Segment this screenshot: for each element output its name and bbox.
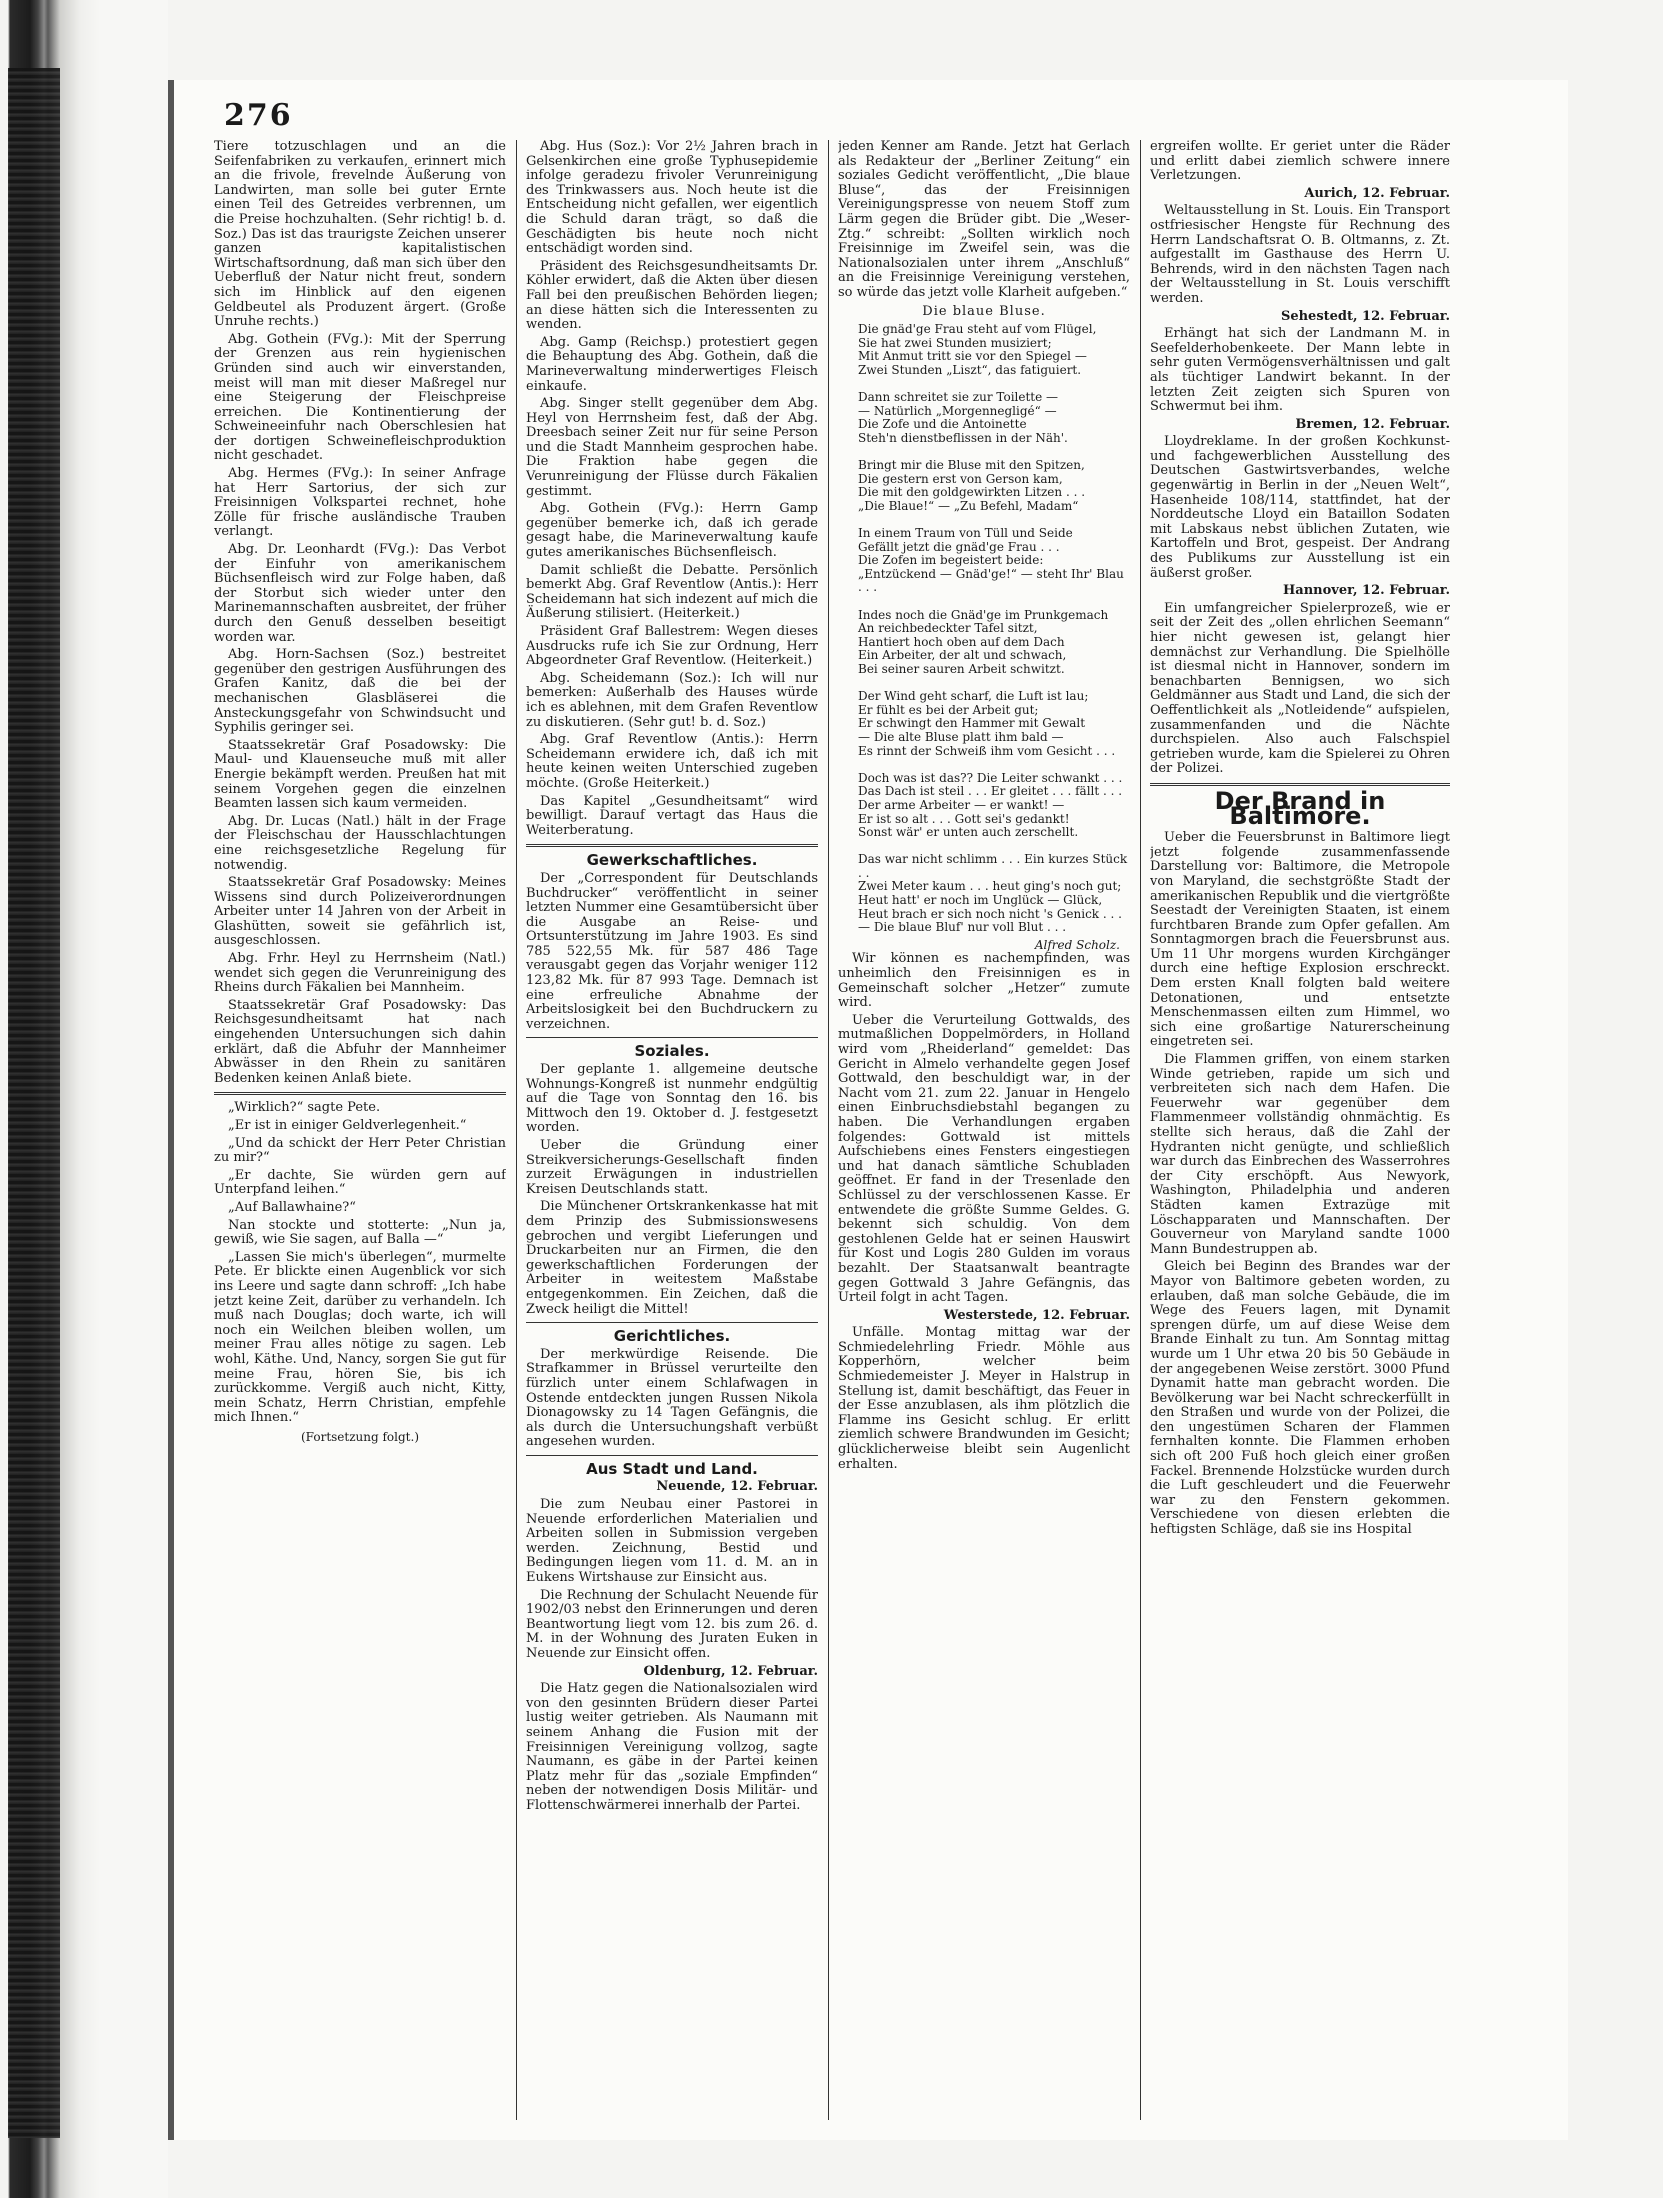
article-paragraph: Abg. Gothein (FVg.): Herrn Gamp gegenüber bemerke ich, daß ich gerade gesagt habe, die Marineverwaltung kaufe gutes amerikanisches Büchsenfleisch. (526, 501, 818, 561)
column-1 (214, 140, 506, 2120)
continued-note: (Fortsetzung folgt.) (301, 1429, 419, 1444)
story-paragraph: „Lassen Sie mich's überlegen“, murmelte Pete. Er blickte einen Augenblick vor sich ins Leere und sagte dann schroff: „Ich habe jetzt keine Zeit, darüber zu verhandeln. Ich muß nach Douglas; doch warte, ich will noch ein Weilchen bleiben wollen, um meiner Frau alles nötige zu sagen. Leb wohl, Käthe. Und, Nancy, sorgen Sie gut für meine Frau, hören Sie, bis ich zurückkomme. Vergiß auch nicht, Kitty, mein Schatz, Herrn Christian, empfehle mich Ihnen.“ (214, 1249, 506, 1426)
section-divider (1150, 783, 1450, 786)
article-paragraph: Staatssekretär Graf Posadowsky: Die Maul- und Klauenseuche muß mit aller Energie bekämpft werden. Preußen hat mit seinem Vorgehen gegen die einzelnen Beamten lassen sich kaum vermeiden. (214, 737, 506, 812)
article-paragraph: Abg. Singer stellt gegenüber dem Abg. Heyl von Herrnsheim fest, daß der Abg. Dreesbach seiner Zeit nur für seine Person und die Stadt Mannheim gesprochen habe. Die Fraktion habe gegen die Verunreinigung der Flüsse durch Fäkalien gestimmt. (526, 396, 818, 499)
article-paragraph: Der geplante 1. allgemeine deutsche Wohnungs-Kongreß ist nunmehr endgültig auf die Tage von Sonntag den 16. bis Mittwoch den 19. Oktober d. J. festgesetzt worden. (526, 1062, 818, 1136)
dateline: Neuende, 12. Februar. (656, 1479, 818, 1495)
article-paragraph: jeden Kenner am Rande. Jetzt hat Gerlach als Redakteur der „Berliner Zeitung“ ein soziales Gedicht veröffentlicht, „Die blaue Bluse“, das der Freisinnigen Vereinigungspresse von neuem Stoff zum Lärm gegen die Brüder gibt. Die „Weser-Ztg.“ schreibt: „Sollten wirklich noch Freisinnige im Zweifel sein, was die Nationalsozialen unter ihrem „Anschluß“ an die Freisinnige Vereinigung verstehen, so würde das jetzt volle Klarheit aufgeben.“ (838, 140, 1130, 300)
article-paragraph: Die Hatz gegen die Nationalsozialen wird von den gesinnten Brüdern dieser Partei lustig weiter getrieben. Als Naumann mit seinem Anhang die Fusion mit der Freisinnigen Vereinigung vollzog, sagte Naumann, es gäbe in der Partei keinen Platz mehr für das „soziale Empfinden“ neben der notwendigen Dosis Militär- und Flottenschwärmerei innerhalb der Partei. (526, 1681, 818, 1813)
article-paragraph: Präsident des Reichsgesundheitsamts Dr. Köhler erwidert, daß die Akten über diesen Fall bei den preußischen Behörden liegen; an diese hätten sich die Interessenten zu wenden. (526, 258, 818, 333)
article-paragraph: Die Flammen griffen, von einem starken Winde getrieben, rapide um sich und verbreiteten sich nach dem Hafen. Die Feuerwehr war gegenüber dem Flammenmeer vollständig ohnmächtig. Es stellte sich heraus, daß die Zahl der Hydranten nicht genügte, und schließlich war durch das Einbrechen des Wasserrohres der City erschöpft. Aus Newyork, Washington, Philadelphia und anderen Städten kamen Extrazüge mit Löschapparaten und Mannschaften. Der Gouverneur von Maryland sandte 1000 Mann Bundestruppen ab. (1150, 1052, 1450, 1257)
article-paragraph: Gleich bei Beginn des Brandes war der Mayor von Baltimore gebeten worden, zu erlauben, daß man solche Gebäude, die im Wege des Feuers lagen, mit Dynamit sprengen dürfe, um auf diese Weise dem Brande Einhalt zu tun. Am Sonntag mittag wurde um 1 Uhr etwa 20 bis 50 Gebäude in der angegebenen Weise zerstört. 3000 Pfund Dynamit hatte man gebracht worden. Die Bevölkerung war bei Nacht schreckerfüllt in den Straßen und wurde von der Polizei, die den ungestümen Scharen der Flammen fernhalten konnte. Die Flammen erhoben sich oft 200 Fuß hoch gleich einer großen Fackel. Brennende Holzstücke wurden durch die Luft geschleudert und die Feuerwehr war zu den Fenstern gekommen. Verschiedene von diesen erlebten die heftigsten Schläge, daß sie ins Hospital (1150, 1259, 1450, 1538)
article-paragraph: Damit schließt die Debatte. Persönlich bemerkt Abg. Graf Reventlow (Antis.): Herr Scheidemann hat sich indezent auf mich die Äußerung stilisiert. (Heiterkeit.) (526, 562, 818, 622)
dateline: Sehestedt, 12. Februar. (1280, 308, 1450, 324)
dateline: Aurich, 12. Februar. (1304, 185, 1450, 201)
dateline: Bremen, 12. Februar. (1295, 416, 1450, 432)
article-paragraph: Abg. Hermes (FVg.): In seiner Anfrage hat Herr Sartorius, der sich zur Freisinnigen Volkspartei rechnet, hohe Zölle für frische ausländische Trauben verlangt. (214, 466, 506, 540)
article-paragraph: Der „Correspondent für Deutschlands Buchdrucker“ veröffentlicht in seiner letzten Nummer eine Gesamtübersicht über die Ausgabe an Reise- und Ortsunterstützung im Jahre 1903. Es sind 785 522,55 Mk. für 587 486 Tage verausgabt gegen das Vorjahr weniger 112 123,82 Mk. für 87 993 Tage. Demnach ist eine erfreuliche Abnahme der Arbeitslosigkeit bei den Buchdruckern zu verzeichnen. (526, 870, 818, 1032)
article-paragraph: Abg. Frhr. Heyl zu Herrnsheim (Natl.) wendet sich gegen die Verunreinigung des Rheins durch Fäkalien bei Mannheim. (214, 951, 506, 996)
article-paragraph: Lloydreklame. In der großen Kochkunst- und fachgewerblichen Ausstellung des Deutschen Gastwirtsverbandes, welche gegenwärtig in Berlin in der „Neuen Welt“, Hasenheide 108/114, stattfindet, hat der Norddeutsche Lloyd ein Bataillon Sodaten mit Labskaus nebst üblichen Zutaten, wie Kartoffeln und Brot, gespeist. Der Andrang des Publikums zur Ausstellung ist ein äußerst großer. (1150, 434, 1450, 581)
story-paragraph: „Er dachte, Sie würden gern auf Unterpfand leihen.“ (214, 1167, 506, 1198)
story-paragraph: Nan stockte und stotterte: „Nun ja, gewiß, wie Sie sagen, auf Balla —“ (214, 1217, 506, 1248)
column-3 (838, 140, 1130, 2120)
column-4 (1150, 140, 1450, 2120)
article-paragraph: Abg. Hus (Soz.): Vor 2½ Jahren brach in Gelsenkirchen eine große Typhusepidemie infolge geradezu frivoler Verunreinigung des Trinkwassers aus. Noch heute ist die Entscheidung nicht gefallen, wer eigentlich die Schuld daran trägt, so daß die Geschädigten bis heute noch nicht entschädigt worden sind. (526, 140, 818, 257)
section-divider (526, 1322, 818, 1323)
article-paragraph: Das Kapitel „Gesundheitsamt“ wird bewilligt. Darauf vertagt das Haus die Weiterberatung. (526, 793, 818, 838)
section-divider (526, 1037, 818, 1038)
poem-title: Die blaue Bluse. (922, 303, 1046, 319)
story-paragraph: „Er ist in einiger Geldverlegenheit.“ (228, 1118, 467, 1133)
poem-text: Die gnäd'ge Frau steht auf vom Flügel, Sie hat zwei Stunden musiziert; Mit Anmut tritt sie vor den Spiegel — Zwei Stunden „Liszt“, das fatiguiert. Dann schreitet sie zur Toilette — — Natürlich „Morgennegligé“ — Die Zofe und die Antoinette Steh'n dienstbeflissen in der Näh'. Bringt mir die Bluse mit den Spitzen, Die gestern erst von Gerson kam, Die mit den goldgewirkten Litzen . . . „Die Blaue!“ — „Zu Befehl, Madam“ In einem Traum von Tüll und Seide Gefällt jetzt die gnäd'ge Frau . . . Die Zofen im begeistert beide: „Entzückend — Gnäd'ge!“ — steht Ihr' Blau . . . Indes noch die Gnäd'ge im Prunkgemach An reichbedeckter Tafel sitzt, Hantiert hoch oben auf dem Dach Ein Arbeiter, der alt und schwach, Bei seiner sauren Arbeit schwitzt. Der Wind geht scharf, die Luft ist lau; Er fühlt es bei der Arbeit gut; Er schwingt den Hammer mit Gewalt — Die alte Bluse platt ihm bald — Es rinnt der Schweiß ihm vom Gesicht . . . Doch was ist das?? Die Leiter schwankt . . . Das Dach ist steil . . . Er gleitet . . . fällt . . . Der arme Arbeiter — er wankt! — Er ist so alt . . . Gott sei's gedankt! Sonst wär' er unten auch zerschellt. Das war nicht schlimm . . . Ein kurzes Stück . . Zwei Meter kaum . . . heut ging's noch gut; Heut hatt' er noch im Unglück — Glück, Heut brach er sich noch nicht 's Genick . . . — Die blaue Bluf' nur voll Blut . . . (858, 322, 1128, 935)
section-divider (214, 1092, 506, 1095)
page-stack-edge (8, 68, 60, 2138)
headline-baltimore: Der Brand in Baltimore. (1214, 786, 1386, 830)
article-paragraph: Ueber die Gründung einer Streikversicherungs-Gesellschaft finden zurzeit Erwägungen in industriellen Kreisen Deutschlands statt. (526, 1138, 818, 1197)
article-paragraph: ergreifen wollte. Er geriet unter die Räder und erlitt dabei ziemlich schwere innere Verletzungen. (1150, 140, 1450, 184)
story-paragraph: „Auf Ballawhaine?“ (228, 1199, 356, 1215)
poem-author: Alfred Scholz. (1034, 937, 1120, 952)
article-paragraph: Die zum Neubau einer Pastorei in Neuende erforderlichen Materialien und Arbeiten sollen in Submission vergeben werden. Zeichnung, Bestid und Bedingungen liegen vom 11. d. M. an in Eukens Wirtshause zur Einsicht aus. (526, 1497, 818, 1586)
article-paragraph: Tiere totzuschlagen und an die Seifenfabriken zu verkaufen, erinnert mich an die frivole, frevelnde Äußerung von Landwirten, man solle bei guter Ernte einen Teil des Getreides verbrennen, um die Preise hochzuhalten. (Sehr richtig! b. d. Soz.) Das ist das traurigste Zeichen unserer ganzen kapitalistischen Wirtschaftsordnung, daß man sich über den Ueberfluß der Natur nicht freut, sondern sich im Hinblick auf den eigenen Geldbeutel als Produzent ärgert. (Große Unruhe rechts.) (214, 140, 506, 330)
article-paragraph: Unfälle. Montag mittag war der Schmiedelehrling Friedr. Möhle aus Kopperhörn, welcher beim Schmiedemeister J. Meyer in Halstrup in Stellung ist, damit beschäftigt, das Feuer in der Esse anzublasen, als ihm plötzlich die Flamme ins Gesicht schlug. Er erlitt ziemlich schwere Brandwunden im Gesicht; glücklicherweise bleibt sein Augenlicht erhalten. (838, 1325, 1130, 1472)
story-paragraph: „Und da schickt der Herr Peter Christian zu mir?“ (214, 1135, 506, 1166)
section-heading-gewerkschaftliches: Gewerkschaftliches. (586, 851, 758, 870)
column-rule (1140, 140, 1141, 2120)
dateline: Oldenburg, 12. Februar. (643, 1663, 818, 1679)
article-paragraph: Die Münchener Ortskrankenkasse hat mit dem Prinzip des Submissionswesens gebrochen und vergibt Lieferungen und Druckarbeiten nur an Firmen, die den gewerkschaftlichen Forderungen der Arbeiter in weitestem Maßstabe entgegenkommen. Ein Zeichen, daß die Zweck heiligt die Mittel! (526, 1199, 818, 1317)
article-paragraph: Staatssekretär Graf Posadowsky: Meines Wissens sind durch Polizeiverordnungen Arbeiter unter 14 Jahren von der Arbeit in Glashütten, soweit sie gefährlich ist, ausgeschlossen. (214, 875, 506, 949)
article-paragraph: Erhängt hat sich der Landmann M. in Seefelderhobenkeete. Der Mann lebte in sehr guten Vermögensverhältnissen und galt als tüchtiger Landwirt bekannt. In der letzten Zeit zeigten sich Spuren von Schwermut bei ihm. (1150, 326, 1450, 415)
article-paragraph: Ueber die Feuersbrunst in Baltimore liegt jetzt folgende zusammenfassende Darstellung vor: Baltimore, die Metropole von Maryland, die sechstgrößte Stadt der amerikanischen Republik und die viertgrößte Seestadt der Vereinigten Staaten, ist einem furchtbaren Brande zum Opfer gefallen. Am Sonntagmorgen brach die Feuersbrunst aus. Um 11 Uhr morgens wurden Kirchgänger durch eine heftige Explosion erschreckt. Dem ersten Knall folgten bald weitere Detonationen, und entsetzte Menschenmassen eilten zum Himmel, wo sich eine großartige Naturerscheinung eingetreten sei. (1150, 830, 1450, 1050)
article-paragraph: Weltausstellung in St. Louis. Ein Transport ostfriesischer Hengste für Rechnung des Herrn Landschaftsrat O. B. Oltmanns, z. Zt. aufgestallt im Gasthause des Herrn U. Behrends, wird in den nächsten Tagen nach der Weltausstellung in St. Louis verschifft werden. (1150, 203, 1450, 306)
article-paragraph: Abg. Dr. Leonhardt (FVg.): Das Verbot der Einfuhr von amerikanischem Büchsenfleisch wird zur Folge haben, daß der Storbut sich wieder unter den Marinemannschaften ausbreitet, der früher durch den Genuß desselben beseitigt worden war. (214, 542, 506, 645)
story-paragraph: „Wirklich?“ sagte Pete. (228, 1100, 381, 1116)
column-2 (526, 140, 818, 2120)
article-paragraph: Der merkwürdige Reisende. Die Strafkammer in Brüssel verurteilte den fürzlich unter einem Schlafwagen in Ostende entdeckten jungen Russen Nikola Dionagowsky zu 14 Tagen Gefängnis, die als durch die Untersuchungshaft verbüßt angesehen wurden. (526, 1346, 818, 1450)
article-paragraph: Abg. Scheidemann (Soz.): Ich will nur bemerken: Außerhalb des Hauses würde ich es ablehnen, mit dem Grafen Reventlow zu diskutieren. (Sehr gut! b. d. Soz.) (526, 670, 818, 730)
section-heading-stadt-und-land: Aus Stadt und Land. (586, 1459, 758, 1478)
section-heading-gerichtliches: Gerichtliches. (613, 1327, 731, 1346)
article-paragraph: Abg. Gothein (FVg.): Mit der Sperrung der Grenzen aus rein hygienischen Gründen sind auch wir einverstanden, meist will man mit dieser Maßregel nur eine Steigerung der Fleischpreise erreichen. Die Kontinentierung der Schweineeinfuhr nach Oberschlesien hat der dortigen Schweinefleischproduktion nicht geschadet. (214, 331, 506, 464)
dateline: Hannover, 12. Februar. (1283, 583, 1450, 599)
article-paragraph: Staatssekretär Graf Posadowsky: Das Reichsgesundheitsamt hat nach eingehenden Untersuchungen sich dahin erklärt, daß die Abfuhr der Mannheimer Abwässer in den Rhein zu sanitären Bedenken keinen Anlaß biete. (214, 997, 506, 1086)
page-number: 276 (224, 98, 293, 133)
article-paragraph: Ueber die Verurteilung Gottwalds, des mutmaßlichen Doppelmörders, in Holland wird vom „Rheiderland“ gemeldet: Das Gericht in Almelo verhandelte gegen Josef Gottwald, den beschuldigt war, in der Nacht vom 21. zum 22. Januar in Hengelo einen Einbruchsdiebstahl begangen zu haben. Die Verhandlungen ergaben folgendes: Gottwald ist mittels Aufschiebens eines Fensters eingestiegen und hat danach sämtliche Schubladen geöffnet. Er fand in der Tresenlade den Schlüssel zu der verschlossenen Kasse. Er entwendete die größte Summe Geldes. G. bekennt sich schuldig. Von dem gestohlenen Gelde hat er seinen Hauswirt für Kost und Logis 280 Gulden im voraus bezahlt. Der Staatsanwalt beantragte gegen Gottwald 3 Jahre Gefängnis, das Urteil folgt in acht Tagen. (838, 1012, 1130, 1306)
column-rule (516, 140, 517, 2120)
article-paragraph: Abg. Gamp (Reichsp.) protestiert gegen die Behauptung des Abg. Gothein, daß die Marineverwaltung minderwertiges Fleisch einkaufe. (526, 334, 818, 394)
section-heading-soziales: Soziales. (634, 1042, 710, 1061)
section-divider (526, 1455, 818, 1456)
section-divider (526, 844, 818, 847)
newspaper-page (168, 80, 1568, 2140)
column-rule (828, 140, 829, 2120)
article-paragraph: Wir können es nachempfinden, was unheimlich den Freisinnigen es in Gemeinschaft solcher „Hetzer“ zumute wird. (838, 951, 1130, 1011)
article-paragraph: Präsident Graf Ballestrem: Wegen dieses Ausdrucks rufe ich Sie zur Ordnung, Herr Abgeordneter Graf Reventlow. (Heiterkeit.) (526, 624, 818, 669)
article-paragraph: Ein umfangreicher Spielerprozeß, wie er seit der Zeit des „ollen ehrlichen Seemann“ hier nicht gewesen ist, gelangt hier demnächst zur Verhandlung. Die Spielhölle ist diesmal nicht in Hannover, sondern im benachbarten Bennigsen, wo sich Geldmänner aus Stadt und Land, die sich der Oeffentlichkeit als „Notleidende“ aufspielen, zusammenfanden und die Nächte durchspielen. Also auch Falschspiel getrieben wurde, kam die Spielerei zu Ohren der Polizei. (1150, 600, 1450, 777)
dateline: Westerstede, 12. Februar. (943, 1307, 1130, 1323)
article-paragraph: Abg. Dr. Lucas (Natl.) hält in der Frage der Fleischschau der Hausschlachtungen eine reichsgesetzliche Regelung für notwendig. (214, 813, 506, 873)
article-paragraph: Abg. Graf Reventlow (Antis.): Herrn Scheidemann erwidere ich, daß ich mit heute keinen weiten Unterschied zugeben möchte. (Große Heiterkeit.) (526, 732, 818, 791)
article-paragraph: Abg. Horn-Sachsen (Soz.) bestreitet gegenüber den gestrigen Ausführungen des Grafen Kanitz, daß die bei der mechanischen Glasbläserei die Ansteckungsgefahr von Schwindsucht und Syphilis geringer sei. (214, 647, 506, 736)
article-paragraph: Die Rechnung der Schulacht Neuende für 1902/03 nebst den Erinnerungen und deren Beantwortung liegt vom 12. bis zum 26. d. M. in der Wohnung des Juraten Euken in Neuende zur Einsicht offen. (526, 1587, 818, 1661)
